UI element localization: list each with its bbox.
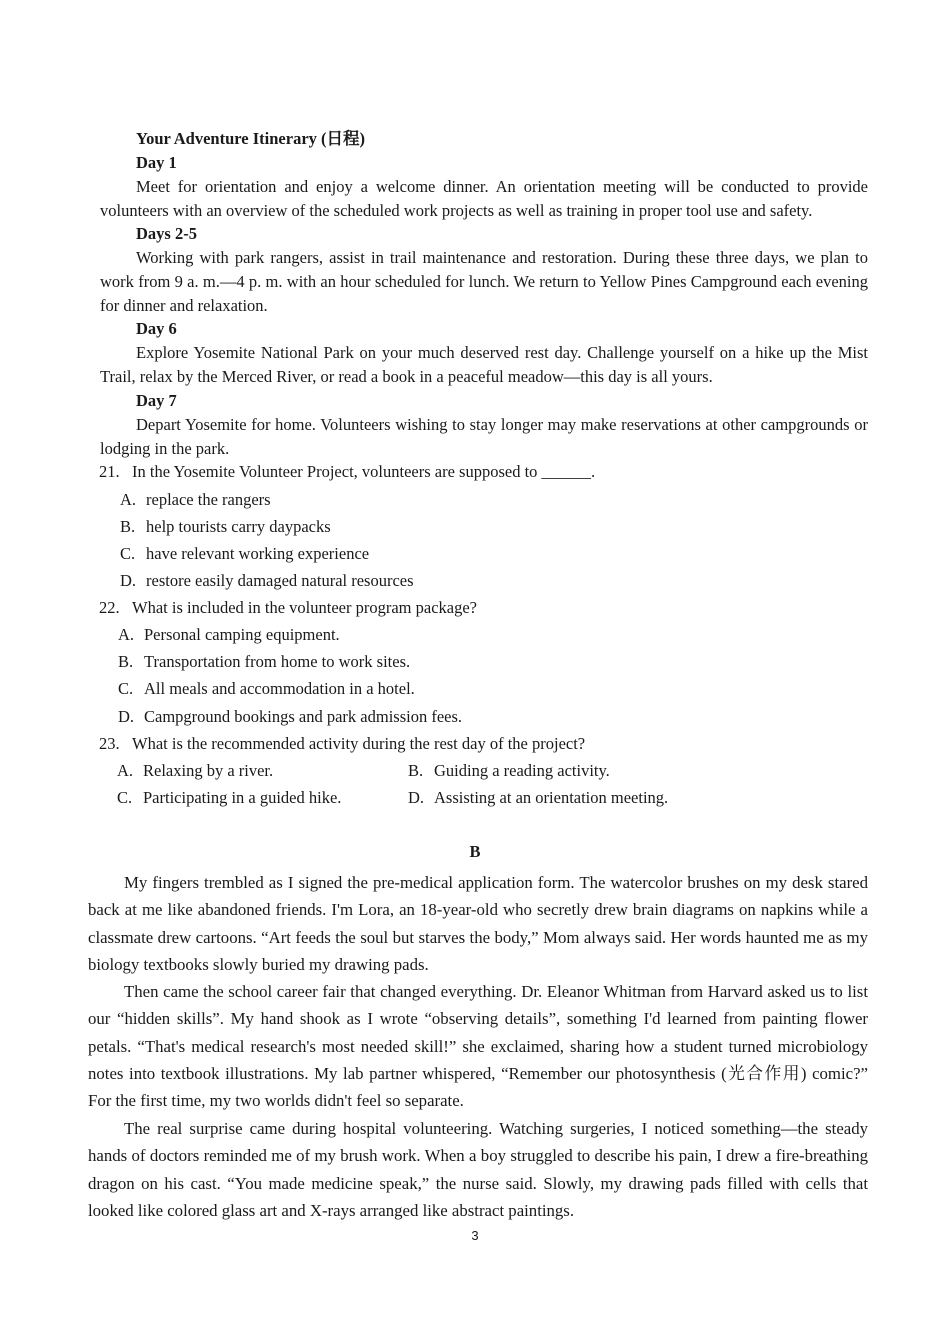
section-b-paragraph-1: My fingers trembled as I signed the pre-medical application form. The watercolor brushes on my desk stared back at me like abandoned friends. I'm Lora, an 18-year-old who secretly drew brain diagrams on napkins while a classmate drew cartoons. “Art feeds the soul but starves the body,” Mom always said. Her words haunted me as my biology textbooks slowly buried my drawing pads. — [88, 873, 868, 974]
question-number: 22. — [99, 598, 120, 617]
option-letter: C. — [120, 544, 136, 563]
option-text: Guiding a reading activity. — [434, 761, 610, 780]
option-text: Transportation from home to work sites. — [144, 652, 411, 671]
question-22 — [99, 596, 477, 620]
option-21-d[interactable] — [120, 569, 414, 593]
day-6-label: Day 6 — [136, 319, 177, 338]
option-text: All meals and accommodation in a hotel. — [144, 679, 415, 698]
option-text: help tourists carry daypacks — [146, 517, 331, 536]
option-22-b[interactable] — [118, 650, 410, 674]
question-number: 23. — [99, 734, 120, 753]
option-text: replace the rangers — [146, 490, 271, 509]
page-number: 3 — [471, 1228, 479, 1243]
question-number: 21. — [99, 462, 120, 481]
option-23-a[interactable] — [117, 759, 273, 783]
option-text: Relaxing by a river. — [143, 761, 274, 780]
option-text: have relevant working experience — [146, 544, 370, 563]
section-b-paragraph-3: The real surprise came during hospital volunteering. Watching surgeries, I noticed something—the steady hands of doctors reminded me of my brush work. When a boy struggled to describe his pain, I drew a fire-breathing dragon on his cast. “You made medicine speak,” the nurse said. Slowly, my drawing pads filled with cells that looked like colored glass art and X-rays arranged like abstract paintings. — [88, 1119, 868, 1220]
question-stem: What is the recommended activity during the rest day of the project? — [132, 734, 586, 753]
option-letter: A. — [118, 625, 135, 644]
option-letter: B. — [408, 761, 424, 780]
option-letter: A. — [120, 490, 137, 509]
option-21-a[interactable] — [120, 488, 271, 512]
section-b-paragraph-2: Then came the school career fair that changed everything. Dr. Eleanor Whitman from Harvard asked us to list our “hidden skills”. My hand shook as I wrote “observing details”, something I'd learned from painting flower petals. “That's medical research's most needed skill!” she exclaimed, sharing how a student turned microbiology notes into textbook illustrations. My lab partner whispered, “Remember our photosynthesis (光合作用) comic?” For the first time, my two worlds didn't feel so separate. — [88, 982, 868, 1111]
option-text: restore easily damaged natural resources — [146, 571, 414, 590]
days-2-5-text: Working with park rangers, assist in trail maintenance and restoration. During these three days, we plan to work from 9 a. m.—4 p. m. with an hour scheduled for lunch. We return to Yellow Pines Campground each evening for dinner and relaxation. — [100, 248, 868, 315]
day-1-text: Meet for orientation and enjoy a welcome dinner. An orientation meeting will be conducted to provide volunteers with an overview of the scheduled work projects as well as training in proper tool use and safety. — [100, 177, 868, 220]
days-2-5-label: Days 2-5 — [136, 224, 197, 243]
itinerary-title: Your Adventure Itinerary (日程) — [136, 129, 366, 148]
option-23-b[interactable] — [408, 759, 610, 783]
option-21-b[interactable] — [120, 515, 331, 539]
option-21-c[interactable] — [120, 542, 369, 566]
option-22-c[interactable] — [118, 677, 415, 701]
option-22-d[interactable] — [118, 705, 462, 729]
day-7-text: Depart Yosemite for home. Volunteers wishing to stay longer may make reservations at other campgrounds or lodging in the park. — [100, 415, 868, 458]
option-23-c[interactable] — [117, 786, 341, 810]
option-letter: D. — [408, 788, 425, 807]
option-letter: C. — [117, 788, 133, 807]
option-letter: A. — [117, 761, 134, 780]
question-21 — [99, 460, 595, 484]
section-b-title: B — [469, 842, 481, 861]
option-22-a[interactable] — [118, 623, 340, 647]
day-6-text: Explore Yosemite National Park on your much deserved rest day. Challenge yourself on a hike up the Mist Trail, relax by the Merced River, or read a book in a peaceful meadow—this day is all yours. — [100, 343, 868, 386]
option-letter: D. — [118, 707, 135, 726]
option-text: Assisting at an orientation meeting. — [434, 788, 669, 807]
option-letter: D. — [120, 571, 137, 590]
day-7-label: Day 7 — [136, 391, 177, 410]
question-stem: What is included in the volunteer program package? — [132, 598, 477, 617]
day-1-label: Day 1 — [136, 153, 177, 172]
question-23 — [99, 732, 585, 756]
option-letter: C. — [118, 679, 134, 698]
option-letter: B. — [120, 517, 136, 536]
option-text: Personal camping equipment. — [144, 625, 340, 644]
option-text: Participating in a guided hike. — [143, 788, 342, 807]
option-letter: B. — [118, 652, 134, 671]
option-23-d[interactable] — [408, 786, 668, 810]
option-text: Campground bookings and park admission fees. — [144, 707, 463, 726]
question-stem: In the Yosemite Volunteer Project, volunteers are supposed to ______. — [132, 462, 596, 481]
